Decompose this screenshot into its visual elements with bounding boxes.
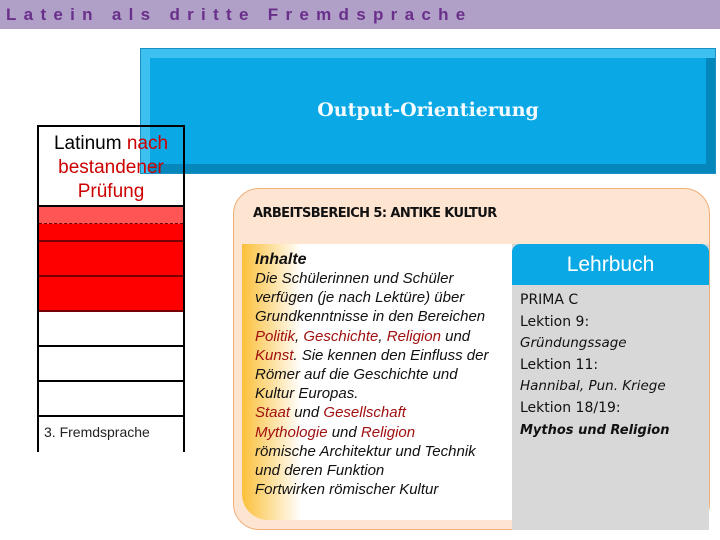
lehrbuch-item: PRIMA C <box>520 292 579 308</box>
level-bar <box>39 242 183 277</box>
lehrbuch-box <box>512 244 709 530</box>
output-label: Output-Orientierung <box>317 99 539 121</box>
arbeitsbereich-title: ARBEITSBEREICH 5: ANTIKE KULTUR <box>253 206 497 221</box>
text-part: , <box>378 327 387 345</box>
keyword: Geschichte <box>303 327 379 345</box>
keyword: Staat <box>255 404 291 422</box>
lehrbuch-item: Mythos und Religion <box>520 422 670 438</box>
lehrbuch-item: Lektion 9: <box>520 313 590 330</box>
keyword: Mythologie <box>255 423 328 441</box>
bestandener-word: bestandener <box>58 157 164 178</box>
text-part: und <box>440 327 471 345</box>
nach-word: nach <box>126 133 169 154</box>
level-bar <box>39 224 183 242</box>
fremdsprache-label: 3. Fremdsprache <box>44 424 150 440</box>
lehrbuch-item: Lektion 11: <box>520 356 599 373</box>
keyword: Politik <box>255 327 296 345</box>
text-line: Grundkenntnisse in den Bereichen <box>255 308 486 326</box>
keyword: Gesellschaft <box>323 404 406 422</box>
inhalte-heading: Inhalte <box>255 251 307 268</box>
inhalte-box <box>242 244 512 520</box>
level-bar-fremdsprache <box>39 417 183 452</box>
lehrbuch-item: Lektion 18/19: <box>520 399 621 416</box>
text-line: Die Schülerinnen und Schüler <box>255 270 454 287</box>
text-part: , <box>295 327 304 345</box>
keyword: Religion <box>360 423 416 441</box>
latinum-column <box>37 125 185 452</box>
text-part: . Sie kennen den Einfluss der <box>293 346 489 364</box>
pruefung-word: Prüfung <box>77 181 145 202</box>
text-line: Römer auf die Geschichte und <box>255 366 458 384</box>
text-line: römische Architektur und Technik <box>255 442 476 460</box>
text-line: Fortwirken römischer Kultur <box>255 481 439 499</box>
text-line: Kultur Europas. <box>255 385 359 403</box>
lehrbuch-heading: Lehrbuch <box>512 244 709 285</box>
level-bar <box>39 277 183 312</box>
level-bar <box>39 382 183 417</box>
level-bar <box>39 347 183 382</box>
inhalte-text <box>255 269 515 499</box>
latinum-header <box>39 127 183 207</box>
text-part: und <box>290 404 324 422</box>
output-orientierung-box <box>140 48 716 174</box>
slide-title: Latein als dritte Fremdsprache <box>0 0 720 29</box>
keyword: Kunst <box>255 346 294 364</box>
level-bar <box>39 312 183 347</box>
lehrbuch-list <box>512 285 709 441</box>
keyword: Religion <box>386 327 441 345</box>
latinum-word: Latinum <box>53 133 122 154</box>
level-bar <box>39 207 183 224</box>
text-line: und deren Funktion <box>255 462 385 480</box>
text-part: und <box>327 423 361 441</box>
text-line: verfügen (je nach Lektüre) über <box>255 289 465 307</box>
lehrbuch-item: Gründungssage <box>520 335 627 352</box>
lehrbuch-item: Hannibal, Pun. Kriege <box>520 378 666 395</box>
